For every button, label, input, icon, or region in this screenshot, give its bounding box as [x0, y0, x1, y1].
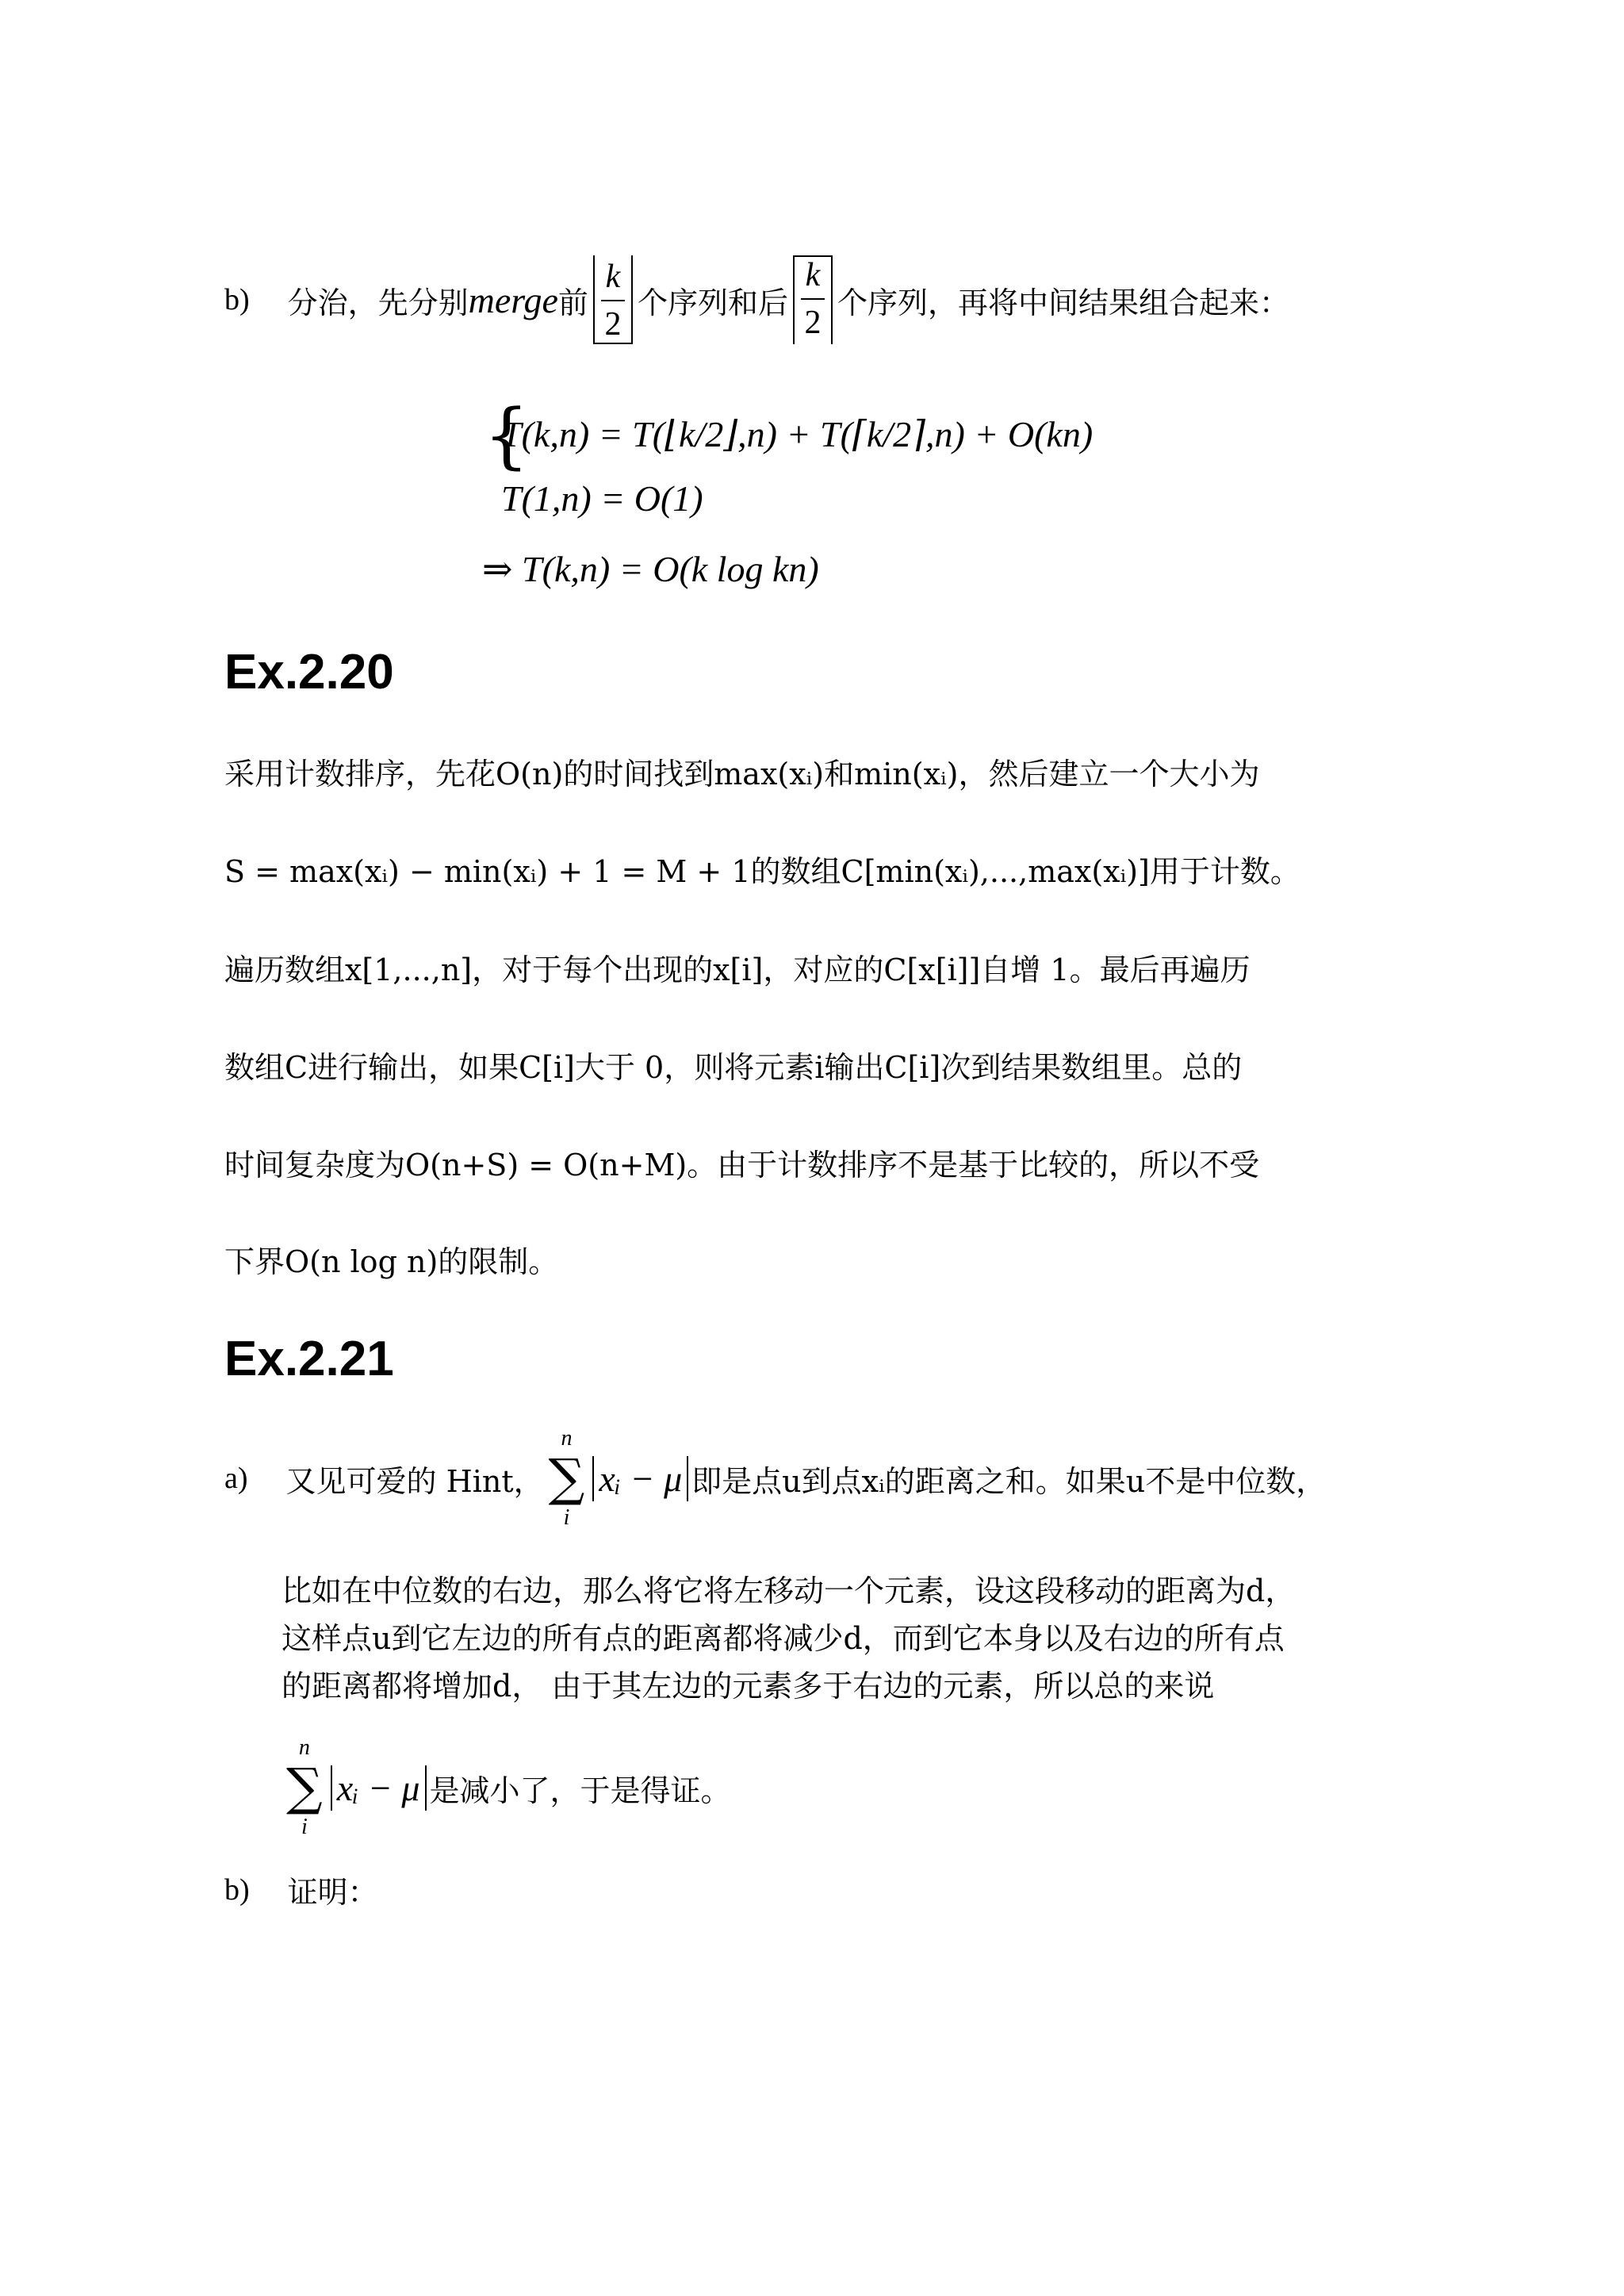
part-a-text-1: 又见可爱的 Hint，	[285, 1463, 544, 1499]
merge-word: merge	[468, 279, 558, 320]
summation: n ∑ i	[548, 1426, 585, 1530]
ceil-bracket	[793, 255, 833, 344]
part-b-intro	[224, 255, 1289, 344]
section-heading-ex221: Ex.2.21	[224, 1332, 394, 1386]
intro-text: 分治，先分别	[287, 285, 469, 320]
part-b-text: 证明：	[287, 1875, 378, 1910]
ex220-line-2: S = max(xᵢ) − min(xᵢ) + 1 = M + 1的数组C[min(xᵢ),...,max(xᵢ)]用于计数。	[224, 854, 1300, 889]
intro-text-4: 个序列，再将中间结果组合起来：	[837, 285, 1289, 320]
part-a-para-1: 比如在中位数的右边，那么将它将左移动一个元素，设这段移动的距离为d，	[282, 1573, 1296, 1608]
ex221-part-a	[224, 1428, 1326, 1529]
part-a-conclusion	[282, 1737, 731, 1838]
fraction: $\frac{k}{2}$	[598, 260, 628, 341]
ex220-line-1: 采用计数排序，先花O(n)的时间找到max(xᵢ)和min(xᵢ)，然后建立一个大小为	[224, 757, 1260, 792]
part-a-text-2: 即是点u到点xᵢ的距离之和。如果u不是中位数，	[691, 1463, 1327, 1499]
equation-3: ⇒ T(k,n) = O(k log kn)	[482, 549, 819, 589]
equation-1: T(k,n) = T(⌊k/2⌋,n) + T(⌈k/2⌉,n) + O(kn)	[501, 414, 1094, 454]
left-brace: {	[484, 394, 530, 477]
fraction: $\frac{k}{2}$	[798, 259, 828, 339]
section-heading-ex220: Ex.2.20	[224, 645, 394, 700]
equation-2: T(1,n) = O(1)	[501, 478, 703, 519]
ex221-part-b	[224, 1868, 378, 1911]
list-marker: a)	[224, 1462, 248, 1495]
intro-text-3: 个序列和后	[637, 285, 788, 320]
abs-expression: xᵢ − μ	[331, 1765, 427, 1811]
list-marker: b)	[224, 283, 250, 316]
part-a-para-2: 这样点u到它左边的所有点的距离都将减少d，而到它本身以及右边的所有点	[282, 1621, 1285, 1656]
abs-expression: xᵢ − μ	[592, 1456, 688, 1501]
ex220-line-4: 数组C进行输出，如果C[i]大于 0，则将元素i输出C[i]次到结果数组里。总的	[224, 1050, 1243, 1085]
part-a-text-3: 是减小了，于是得证。	[429, 1773, 731, 1808]
ex220-line-5: 时间复杂度为O(n+S) = O(n+M)。由于计数排序不是基于比较的，所以不受	[224, 1148, 1260, 1182]
ex220-line-3: 遍历数组x[1,...,n]，对于每个出现的x[i]，对应的C[x[i]]自增 1。最后再遍历	[224, 953, 1251, 987]
ex220-line-6: 下界O(n log n)的限制。	[224, 1244, 559, 1279]
list-marker: b)	[224, 1872, 250, 1907]
intro-text-2: 前	[557, 285, 588, 320]
summation: n ∑ i	[286, 1735, 323, 1839]
floor-bracket	[593, 255, 633, 344]
part-a-para-3: 的距离都将增加d， 由于其左边的元素多于右边的元素，所以总的来说	[282, 1669, 1215, 1704]
